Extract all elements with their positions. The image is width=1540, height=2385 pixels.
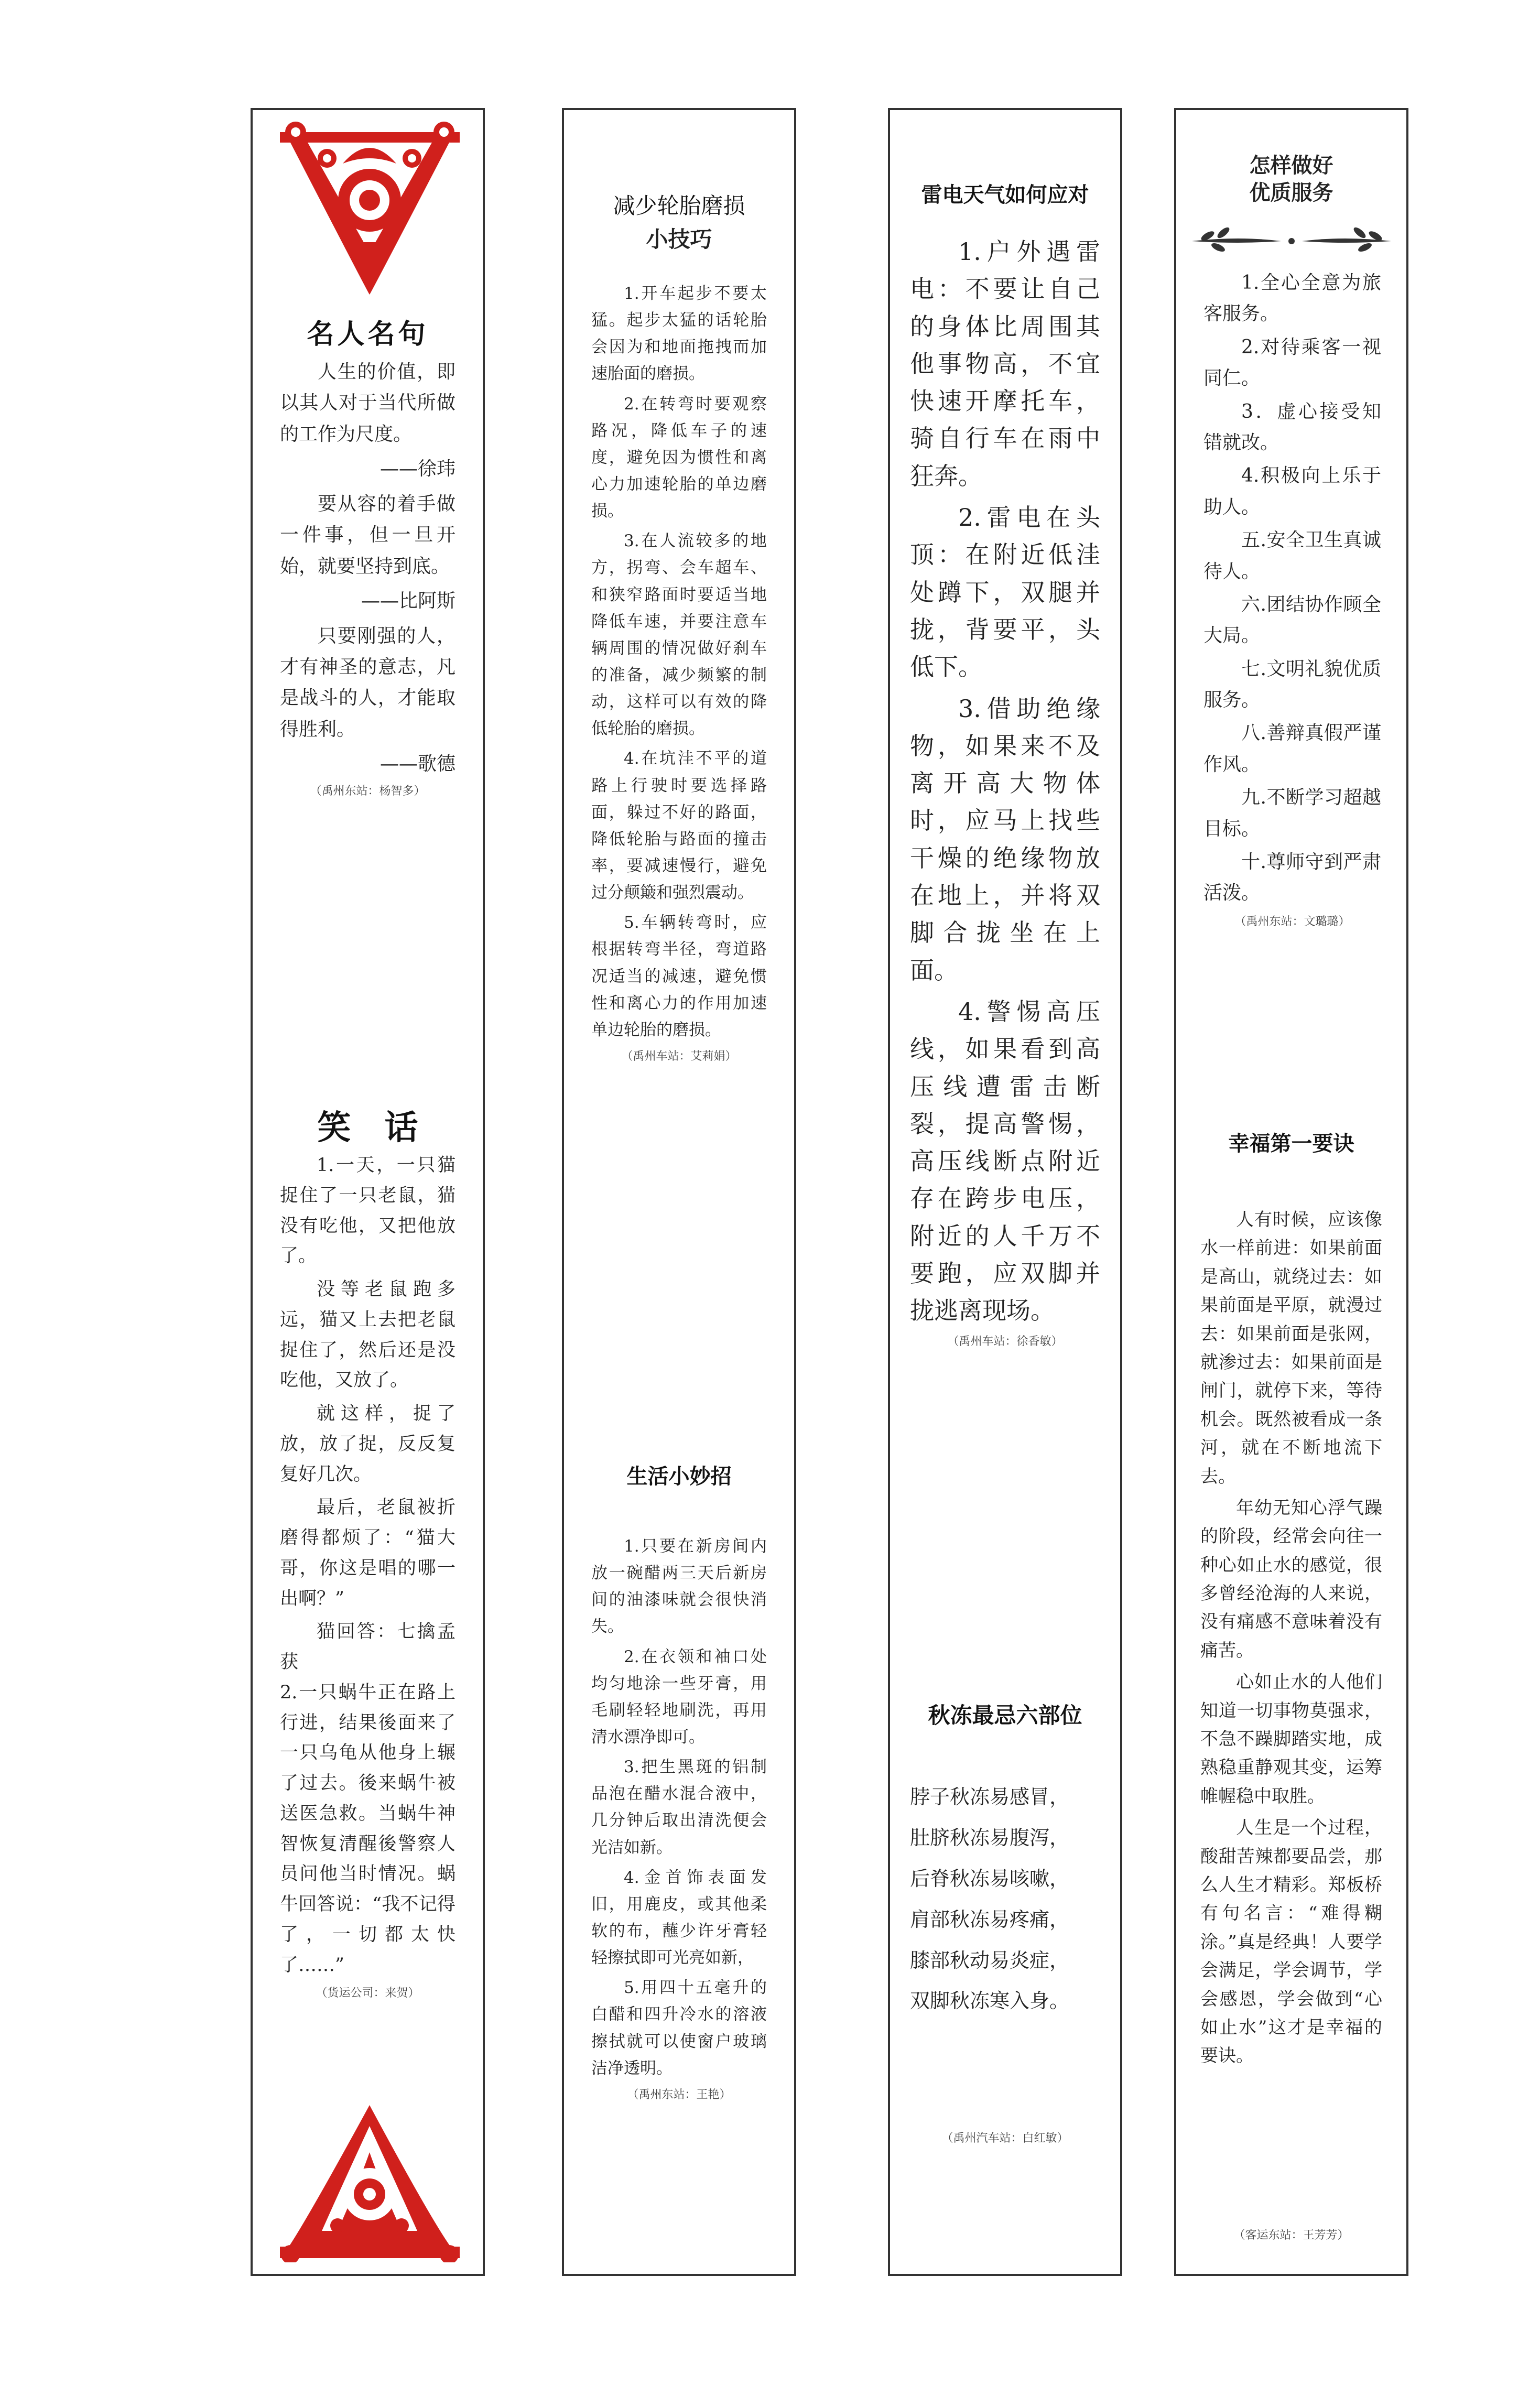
autumn-cold-list bbox=[910, 1777, 1100, 2022]
service-credit: （禹州东站：文璐璐） bbox=[1234, 915, 1350, 928]
autumn-cold-credit: （禹州汽车站：白红敏） bbox=[941, 2132, 1069, 2145]
thunder-credit: （禹州车站：徐香敏） bbox=[947, 1335, 1063, 1348]
column-quotes-jokes bbox=[251, 108, 485, 2276]
famous-quotes-title: 名人名句 bbox=[307, 319, 429, 350]
life-tip-1: 1.只要在新房间内放一碗醋两三天后新房间的油漆味就会很快消失。 bbox=[591, 1537, 767, 1636]
quotes-credit: （禹州东站：杨智多） bbox=[310, 784, 426, 798]
column-tire-tips bbox=[562, 108, 796, 2276]
tire-title-line-1: 减少轮胎磨损 bbox=[613, 193, 745, 219]
column-service-happiness bbox=[1174, 108, 1408, 2276]
leaf-divider-icon bbox=[1187, 220, 1396, 257]
top-ornament-icon bbox=[280, 122, 460, 295]
service-item-2: 2.对待乘客一视同仁。 bbox=[1203, 336, 1381, 389]
service-title-line-2: 优质服务 bbox=[1249, 181, 1333, 205]
bottom-ornament-icon bbox=[280, 2105, 460, 2262]
joke-2: 2.一只蜗牛正在路上行进，结果後面来了一只乌龟从他身上辗了过去。後来蜗牛被送医急救。当蜗牛神智恢复清醒後警察人员问他当时情况。蜗牛回答说：“我不记得了，一切都太快了……” bbox=[280, 1682, 456, 1976]
service-item-10: 十.尊师守到严肃活泼。 bbox=[1203, 851, 1381, 904]
life-tips-title: 生活小妙招 bbox=[626, 1465, 732, 1489]
thunder-para-3: 3.借助绝缘物，如果来不及离开高大物体时，应马上找些干燥的绝缘物放在地上，并将双脚合拢坐在上面。 bbox=[910, 694, 1100, 984]
column-thunder-safety bbox=[888, 108, 1122, 2276]
quote-3: 只要刚强的人，才有神圣的意志，凡是战斗的人，才能取得胜利。 bbox=[280, 625, 456, 740]
thunder-block bbox=[910, 233, 1100, 1350]
thunder-para-4: 4.警惕高压线，如果看到高压线遭雷击断裂，提高警惕，高压线断点附近存在跨步电压，附近的人千万不要跑，应双脚并拢逃离现场。 bbox=[910, 997, 1100, 1325]
life-tips-credit: （禹州东站：王艳） bbox=[627, 2088, 731, 2101]
joke-1-para-5: 猫回答：七擒孟获 bbox=[280, 1621, 456, 1673]
column-1-content bbox=[253, 110, 483, 2274]
joke-1-para-2: 没等老鼠跑多远，猫又上去把老鼠捉住了，然后还是没吃他，又放了。 bbox=[280, 1279, 456, 1391]
jokes-title: 笑 话 bbox=[317, 1109, 418, 1147]
quote-2: 要从容的着手做一件事，但一旦开始，就要坚持到底。 bbox=[280, 493, 456, 577]
tire-title-line-2: 小技巧 bbox=[646, 226, 712, 252]
happiness-block bbox=[1200, 1206, 1382, 2070]
jokes-credit: （货运公司：来贺） bbox=[316, 1987, 420, 2000]
tire-tip-4: 4.在坑洼不平的道路上行驶时要选择路面，躲过不好的路面，降低轮胎与路面的撞击率，要减速慢行，避免过分颠簸和强烈震动。 bbox=[591, 749, 767, 903]
joke-1-para-4: 最后，老鼠被折磨得都烦了：“猫大哥，你这是唱的哪一出啊？” bbox=[280, 1497, 456, 1609]
service-item-3: 3．虚心接受知错就改。 bbox=[1203, 400, 1381, 453]
service-title bbox=[1176, 152, 1406, 207]
happiness-credit: （客运东站：王芳芳） bbox=[1233, 2229, 1349, 2242]
service-list bbox=[1203, 267, 1381, 930]
happiness-para-4: 人生是一个过程，酸甜苦辣都要品尝，那么人生才精彩。郑板桥有句名言：“难得糊涂。”真是经典！人要学会满足，学会调节，学会感恩，学会做到“心如止水”这才是幸福的要诀。 bbox=[1200, 1817, 1382, 2067]
quote-1-author: ——徐玮 bbox=[379, 458, 456, 480]
autumn-item-1: 脖子秋冻易感冒， bbox=[910, 1785, 1070, 1808]
service-item-5: 五.安全卫生真诚待人。 bbox=[1203, 529, 1381, 582]
service-item-8: 八.善辩真假严谨作风。 bbox=[1203, 722, 1381, 775]
life-tips-block bbox=[591, 1533, 767, 2104]
life-tip-2: 2.在衣领和袖口处均匀地涂一些牙膏，用毛刷轻轻地刷洗，再用清水漂净即可。 bbox=[591, 1647, 767, 1747]
thunder-para-2: 2.雷电在头顶：在附近低洼处蹲下，双腿并拢，背要平，头低下。 bbox=[910, 503, 1100, 681]
autumn-cold-title: 秋冻最忌六部位 bbox=[928, 1703, 1082, 1728]
service-item-7: 七.文明礼貌优质服务。 bbox=[1203, 658, 1381, 711]
service-title-line-1: 怎样做好 bbox=[1249, 154, 1333, 178]
quote-2-author: ——比阿斯 bbox=[361, 590, 456, 612]
tire-title bbox=[564, 189, 794, 254]
tire-tip-5: 5.车辆转弯时，应根据转弯半径，弯道路况适当的减速，避免惯性和离心力的作用加速单边轮胎的磨损。 bbox=[591, 913, 767, 1039]
tire-credit: （禹州车站：艾莉娟） bbox=[621, 1049, 737, 1063]
jokes-block bbox=[280, 1151, 456, 2002]
service-item-1: 1.全心全意为旅客服务。 bbox=[1203, 272, 1381, 325]
service-item-4: 4.积极向上乐于助人。 bbox=[1203, 465, 1381, 518]
autumn-item-2: 肚脐秋冻易腹泻， bbox=[910, 1826, 1070, 1849]
autumn-item-6: 双脚秋冻寒入身。 bbox=[910, 1989, 1070, 2013]
life-tip-5: 5.用四十五毫升的白醋和四升冷水的溶液擦拭就可以使窗户玻璃洁净透明。 bbox=[591, 1978, 767, 2078]
autumn-item-3: 后脊秋冻易咳嗽， bbox=[910, 1867, 1070, 1890]
autumn-item-4: 肩部秋冻易疼痛， bbox=[910, 1907, 1070, 1931]
happiness-para-3: 心如止水的人他们知道一切事物莫强求，不急不躁脚踏实地，成熟稳重静观其变，运筹帷幄稳中取胜。 bbox=[1200, 1672, 1382, 1807]
life-tip-3: 3.把生黑斑的铝制品泡在醋水混合液中，几分钟后取出清洗便会光洁如新。 bbox=[591, 1758, 767, 1857]
happiness-para-2: 年幼无知心浮气躁的阶段，经常会向往一种心如止水的感觉，很多曾经沧海的人来说，没有痛感不意味着没有痛苦。 bbox=[1200, 1497, 1382, 1661]
thunder-title: 雷电天气如何应对 bbox=[921, 183, 1089, 207]
tire-tip-3: 3.在人流较多的地方，拐弯、会车超车、和狭窄路面时要适当地降低车速，并要注意车辆周围的情况做好刹车的准备，减少频繁的制动，这样可以有效的降低轮胎的磨损。 bbox=[591, 532, 767, 739]
happiness-title: 幸福第一要诀 bbox=[1228, 1132, 1354, 1156]
autumn-item-5: 膝部秋动易炎症， bbox=[910, 1948, 1070, 1972]
tire-tip-1: 1.开车起步不要太猛。起步太猛的话轮胎会因为和地面拖拽而加速胎面的磨损。 bbox=[591, 284, 767, 384]
joke-1-para-3: 就这样，捉了放，放了捉，反反复复好几次。 bbox=[280, 1403, 456, 1485]
quotes-block bbox=[280, 356, 456, 799]
thunder-para-1: 1.户外遇雷电：不要让自己的身体比周围其他事物高，不宜快速开摩托车，骑自行车在雨中狂奔。 bbox=[910, 237, 1100, 490]
life-tip-4: 4.金首饰表面发旧，用鹿皮，或其他柔软的布，蘸少许牙膏轻轻擦拭即可光亮如新， bbox=[591, 1868, 767, 1968]
tire-tip-2: 2.在转弯时要观察路况，降低车子的速度，避免因为惯性和离心力加速轮胎的单边磨损。 bbox=[591, 394, 767, 521]
happiness-para-1: 人有时候，应该像水一样前进：如果前面是高山，就绕过去：如果前面是平原，就漫过去：如果前面是张网，就渗过去：如果前面是闸门，就停下来，等待机会。既然被看成一条河，就在不断地流下去。 bbox=[1200, 1209, 1382, 1487]
quote-3-author: ——歌德 bbox=[379, 753, 456, 775]
tire-tips-block bbox=[591, 280, 767, 1065]
joke-1-para-1: 1.一天，一只猫捉住了一只老鼠，猫没有吃他，又把他放了。 bbox=[280, 1155, 456, 1267]
quote-1: 人生的价值，即以其人对于当代所做的工作为尺度。 bbox=[280, 361, 456, 445]
service-item-6: 六.团结协作顾全大局。 bbox=[1203, 593, 1381, 647]
service-item-9: 九.不断学习超越目标。 bbox=[1203, 787, 1381, 840]
